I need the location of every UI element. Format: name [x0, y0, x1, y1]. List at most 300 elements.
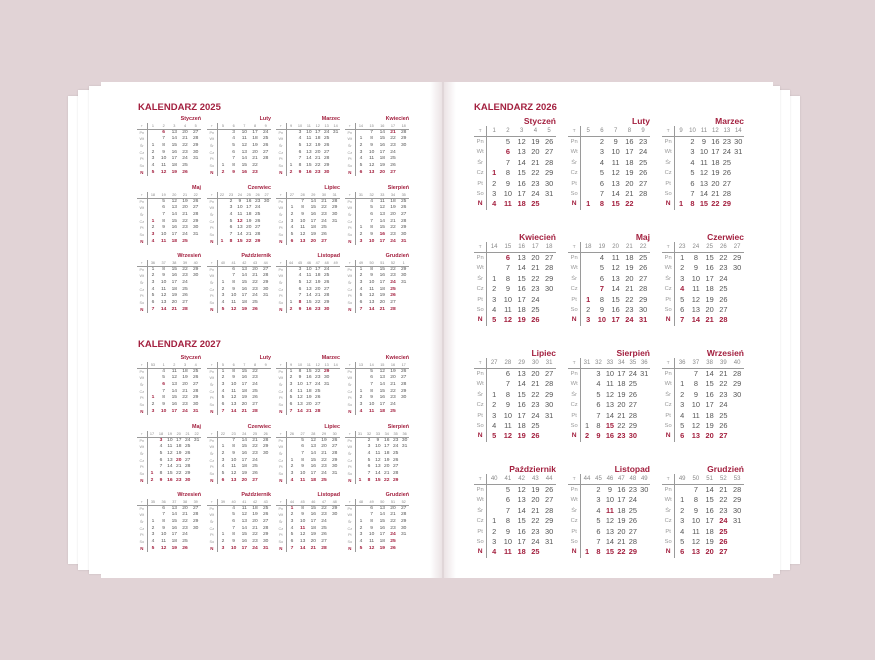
day-cell: 13	[517, 369, 526, 378]
day-cell: 2	[690, 137, 695, 146]
day-cell: 5	[159, 450, 163, 456]
day-row	[474, 305, 556, 315]
day-cell	[581, 284, 595, 294]
day-cell: 10	[691, 516, 701, 526]
day-row	[568, 400, 650, 410]
day-cell: 30	[263, 198, 270, 204]
weekday-label: N	[137, 478, 148, 485]
week-number: 14	[333, 362, 338, 367]
day-cell: 17	[171, 408, 178, 414]
weekday-label: Śr	[137, 382, 148, 389]
day-cell: 12	[167, 450, 173, 456]
day-cell: 15	[375, 477, 381, 483]
weekday-label: Wt	[568, 379, 581, 389]
day-cell: 24	[182, 408, 188, 414]
day-cell: 16	[517, 526, 526, 536]
day-cell: 14	[306, 156, 312, 162]
year-title-2025: KALENDARZ 2025	[138, 102, 221, 113]
day-cell: 17	[379, 238, 386, 244]
day-cell	[329, 546, 340, 553]
day-cell: 18	[379, 539, 386, 545]
day-cell	[148, 512, 159, 519]
weekday-label: Cz	[207, 458, 218, 465]
day-cell: 8	[599, 199, 604, 209]
week-number-header	[276, 499, 340, 506]
weekday-label: Cz	[276, 458, 287, 465]
weekday-label: Wt	[662, 379, 675, 389]
day-cell: 11	[161, 238, 167, 244]
weekday-label: Pn	[345, 199, 356, 206]
day-cell	[331, 375, 340, 382]
week-number-header	[276, 431, 340, 438]
month-name: Listopad	[317, 253, 340, 259]
day-cell: 6	[159, 457, 163, 463]
day-cell: 22	[531, 273, 540, 283]
day-cell: 6	[370, 505, 373, 511]
week-number-header	[568, 474, 650, 485]
day-cell: 25	[628, 379, 637, 389]
day-cell: 6	[359, 169, 363, 175]
day-cell: 14	[306, 293, 312, 299]
day-cell: 18	[241, 464, 248, 470]
week-label: T	[662, 126, 675, 136]
day-cell: 10	[368, 532, 375, 538]
day-row	[207, 526, 271, 533]
day-row	[345, 300, 409, 307]
day-cell: 9	[376, 437, 380, 443]
weekday-label: Pn	[662, 485, 675, 495]
day-cell	[329, 532, 340, 539]
day-row	[474, 506, 556, 516]
day-cell: 28	[192, 388, 199, 394]
day-cell	[581, 263, 595, 273]
day-row	[345, 409, 409, 416]
day-row	[568, 369, 650, 379]
day-cell: 20	[241, 477, 248, 483]
day-cell: 9	[162, 525, 165, 531]
day-cell: 21	[252, 437, 258, 443]
day-cell: 20	[705, 304, 714, 314]
day-cell: 26	[315, 395, 321, 401]
day-cell: 23	[390, 525, 396, 531]
day-cell: 26	[400, 205, 407, 211]
day-cell	[331, 369, 340, 376]
day-row	[276, 300, 340, 307]
weekday-label: N	[207, 409, 218, 416]
day-cell: 24	[719, 516, 728, 526]
day-cell: 5	[162, 198, 165, 204]
weekday-label: Pn	[568, 369, 581, 379]
day-cell: 24	[321, 518, 327, 524]
day-cell: 7	[505, 263, 510, 273]
day-row	[474, 158, 556, 168]
day-cell: 6	[680, 431, 685, 441]
day-cell: 9	[370, 273, 373, 279]
weekday-label: Śr	[276, 519, 287, 526]
day-cell: 27	[252, 477, 258, 483]
week-number: 52	[401, 499, 406, 504]
day-cell: 13	[691, 304, 701, 314]
day-cell	[287, 451, 298, 458]
day-cell	[639, 411, 650, 421]
day-cell: 11	[379, 198, 385, 204]
day-cell	[639, 431, 650, 441]
day-cell: 13	[379, 505, 386, 511]
day-cell: 16	[517, 284, 526, 294]
week-number-header	[568, 242, 650, 253]
day-cell: 13	[171, 205, 178, 211]
day-cell: 27	[262, 518, 269, 524]
day-row	[137, 293, 201, 300]
week-label: T	[345, 260, 356, 266]
weekday-label: N	[568, 547, 581, 557]
day-cell: 20	[182, 381, 188, 387]
month-calendar	[345, 253, 409, 313]
day-cell: 15	[517, 516, 526, 526]
day-cell: 30	[323, 375, 330, 381]
day-cell: 23	[719, 263, 728, 273]
weekday-label: So	[345, 402, 356, 409]
day-row	[276, 212, 340, 219]
day-cell: 16	[241, 169, 248, 175]
day-cell: 27	[390, 169, 396, 175]
day-cell	[218, 273, 229, 280]
day-cell: 30	[192, 402, 199, 408]
day-cell: 15	[310, 457, 317, 463]
day-cell: 8	[505, 516, 510, 526]
day-cell	[287, 130, 296, 137]
day-cell	[329, 539, 340, 546]
day-row	[474, 547, 556, 557]
week-number: 7	[243, 123, 246, 128]
weekday-label: Cz	[207, 150, 218, 157]
day-row	[568, 263, 650, 273]
day-cell	[639, 495, 650, 505]
day-cell: 19	[306, 395, 312, 401]
day-cell: 12	[368, 293, 375, 299]
day-row	[662, 295, 744, 305]
day-cell: 9	[162, 273, 165, 279]
day-cell: 26	[262, 142, 269, 148]
day-cell: 4	[370, 198, 373, 204]
day-cell: 24	[323, 129, 330, 135]
weekday-label: So	[137, 402, 148, 409]
month-calendar	[207, 185, 271, 245]
day-cell: 21	[241, 408, 248, 414]
day-cell: 9	[505, 526, 510, 536]
day-cell: 17	[252, 129, 258, 135]
day-cell	[487, 485, 501, 495]
week-number: 36	[150, 260, 156, 265]
day-cell: 24	[390, 279, 396, 285]
day-cell: 31	[401, 444, 408, 450]
weekday-label: Pt	[207, 225, 218, 232]
day-cell: 3	[289, 381, 293, 387]
week-number: 48	[324, 260, 329, 265]
day-cell: 21	[531, 157, 540, 167]
week-number: 49	[640, 476, 648, 482]
day-cell	[218, 199, 227, 206]
day-cell: 24	[262, 129, 269, 135]
day-cell: 19	[379, 163, 386, 169]
day-cell	[287, 273, 296, 280]
day-row	[662, 369, 744, 379]
day-cell: 11	[171, 368, 177, 374]
day-cell: 22	[384, 477, 390, 483]
day-cell: 13	[310, 444, 317, 450]
day-cell: 23	[390, 273, 396, 279]
day-row	[568, 315, 650, 325]
day-cell: 7	[367, 471, 371, 477]
day-row	[662, 485, 744, 495]
week-number-header	[207, 192, 271, 199]
day-cell	[398, 300, 409, 307]
day-cell: 1	[151, 518, 155, 524]
day-cell: 3	[599, 147, 604, 157]
day-cell: 28	[254, 232, 261, 238]
week-number: 19	[598, 244, 606, 250]
week-number: 41	[242, 499, 247, 504]
weekday-label: N	[568, 431, 581, 441]
day-row	[137, 273, 201, 280]
month-calendar	[207, 424, 271, 484]
day-cell: 25	[262, 505, 269, 511]
day-cell: 13	[167, 457, 173, 463]
day-cell: 17	[171, 279, 178, 285]
weekday-label: Cz	[568, 400, 581, 410]
day-cell: 4	[162, 368, 165, 374]
day-cell: 11	[504, 304, 512, 314]
day-cell: 18	[176, 444, 182, 450]
weekday-label: Pt	[474, 295, 487, 305]
day-cell: 26	[722, 168, 731, 178]
week-number: 21	[182, 192, 188, 197]
day-cell: 22	[625, 294, 634, 304]
day-cell: 4	[290, 477, 294, 483]
day-cell: 23	[321, 512, 327, 518]
day-cell: 16	[705, 389, 714, 399]
weekday-label: Cz	[345, 458, 356, 465]
day-row	[474, 379, 556, 389]
day-cell: 9	[232, 375, 235, 381]
day-cell: 28	[544, 157, 554, 167]
week-number-header	[345, 123, 409, 130]
day-cell: 2	[151, 149, 155, 155]
day-cell: 28	[400, 512, 407, 518]
week-number-header	[662, 126, 744, 137]
day-cell: 12	[605, 389, 615, 399]
day-cell: 19	[241, 395, 248, 401]
day-cell: 16	[379, 395, 386, 401]
day-cell: 17	[705, 516, 714, 526]
week-number: 45	[595, 476, 602, 482]
day-cell: 25	[192, 368, 199, 374]
day-cell: 12	[160, 293, 167, 299]
weekday-label: N	[568, 199, 581, 209]
day-cell	[331, 300, 340, 307]
week-number: 44	[263, 260, 268, 265]
day-cell: 13	[691, 547, 701, 557]
week-number: 25	[706, 244, 713, 250]
weekday-label: Cz	[137, 219, 148, 226]
day-cell	[733, 158, 744, 168]
weekday-label: So	[276, 471, 287, 478]
day-cell: 22	[719, 379, 728, 389]
day-cell: 6	[680, 547, 685, 557]
day-cell: 28	[252, 408, 258, 414]
month-name: Wrzesień	[706, 348, 744, 358]
day-cell	[487, 506, 501, 516]
week-number: 22	[639, 244, 647, 250]
day-cell: 26	[331, 437, 338, 443]
day-row	[662, 263, 744, 273]
day-cell: 12	[299, 532, 306, 538]
day-cell: 10	[297, 381, 303, 387]
day-cell	[675, 147, 686, 157]
day-cell: 24	[182, 156, 188, 162]
day-cell: 16	[171, 525, 178, 531]
day-cell: 22	[315, 163, 321, 169]
week-number: 5	[194, 123, 197, 128]
day-cell: 19	[171, 169, 178, 175]
day-cell: 29	[192, 395, 199, 401]
day-cell: 7	[370, 129, 373, 135]
day-cell: 4	[359, 286, 363, 292]
day-cell: 7	[693, 369, 698, 378]
weekday-label: So	[137, 163, 148, 170]
day-cell: 22	[182, 395, 188, 401]
day-row	[137, 389, 201, 396]
day-row	[568, 411, 650, 421]
day-cell: 8	[505, 168, 510, 178]
day-cell: 25	[182, 163, 188, 169]
day-cell	[287, 267, 296, 274]
weekday-label: Wt	[345, 444, 356, 451]
day-cell: 5	[359, 293, 363, 299]
day-row	[345, 307, 409, 314]
weekday-label: Cz	[568, 516, 581, 526]
week-label: T	[276, 362, 287, 368]
day-cell: 5	[229, 218, 233, 224]
week-number-header	[276, 362, 340, 369]
day-cell: 2	[221, 539, 225, 545]
day-cell: 1	[151, 218, 155, 224]
day-cell: 17	[611, 315, 620, 325]
week-number: 35	[401, 192, 406, 197]
week-number: 2	[162, 123, 165, 128]
day-cell: 14	[230, 408, 237, 414]
weekday-label: Śr	[474, 158, 487, 168]
day-cell	[331, 382, 340, 389]
day-cell: 12	[691, 420, 701, 430]
day-cell: 17	[315, 266, 321, 272]
day-cell: 5	[298, 279, 302, 285]
day-cell: 1	[678, 199, 684, 209]
day-cell: 13	[306, 286, 312, 292]
day-cell: 15	[171, 395, 178, 401]
day-cell: 20	[531, 253, 540, 262]
week-number: 11	[306, 362, 311, 367]
weekday-label: Pt	[137, 225, 148, 232]
day-cell: 19	[310, 532, 317, 538]
week-number: 51	[390, 499, 396, 504]
month-calendar	[662, 116, 744, 210]
day-cell: 9	[232, 539, 235, 545]
weekday-label: N	[276, 478, 287, 485]
day-cell: 30	[544, 400, 554, 410]
day-cell: 19	[531, 485, 540, 494]
day-cell: 6	[301, 444, 304, 450]
day-cell: 22	[719, 253, 728, 262]
day-cell: 16	[379, 273, 386, 279]
week-number: 5	[221, 123, 224, 128]
day-cell: 27	[262, 149, 269, 155]
day-cell: 24	[182, 232, 188, 238]
day-cell: 22	[625, 199, 634, 209]
day-cell: 27	[321, 238, 327, 244]
day-cell	[190, 170, 201, 177]
day-cell: 3	[359, 532, 363, 538]
weekday-label: Pt	[662, 295, 675, 305]
weekday-label: So	[345, 539, 356, 546]
day-cell: 2	[229, 198, 233, 204]
day-cell: 27	[252, 402, 258, 408]
day-cell: 9	[238, 198, 242, 204]
day-row	[568, 495, 650, 505]
day-cell: 30	[640, 485, 649, 494]
day-cell: 21	[617, 536, 626, 546]
day-cell: 10	[503, 294, 513, 304]
weekday-label: N	[345, 409, 356, 416]
day-cell: 14	[160, 306, 167, 312]
day-cell: 10	[230, 545, 237, 551]
day-cell: 30	[192, 225, 199, 231]
day-row	[345, 287, 409, 294]
day-cell: 26	[252, 395, 258, 401]
day-cell: 8	[232, 444, 235, 450]
day-cell: 23	[531, 178, 540, 188]
day-cell: 9	[232, 450, 235, 456]
day-row	[568, 284, 650, 294]
day-cell: 14	[605, 536, 615, 546]
day-cell: 1	[584, 420, 590, 430]
day-cell: 27	[719, 304, 728, 314]
week-number-header	[137, 362, 201, 369]
day-row	[345, 205, 409, 212]
day-row	[662, 379, 744, 389]
day-cell: 30	[323, 306, 330, 312]
day-cell	[581, 168, 595, 178]
day-cell	[542, 305, 556, 315]
day-cell: 2	[221, 169, 225, 175]
day-cell: 7	[232, 156, 235, 162]
weekday-label: So	[662, 189, 675, 199]
week-number: 16	[390, 362, 396, 367]
week-number: 29	[311, 192, 316, 197]
day-cell: 29	[400, 266, 407, 272]
day-cell: 23	[252, 450, 258, 456]
month-calendar	[207, 492, 271, 552]
week-label: T	[276, 260, 287, 266]
day-cell: 5	[221, 471, 225, 477]
day-cell: 8	[229, 238, 233, 244]
day-cell: 16	[611, 304, 620, 314]
day-cell: 8	[690, 199, 695, 209]
day-cell: 19	[531, 137, 540, 146]
day-cell: 11	[611, 157, 620, 167]
week-number: 35	[393, 431, 398, 436]
day-cell: 24	[638, 147, 648, 157]
